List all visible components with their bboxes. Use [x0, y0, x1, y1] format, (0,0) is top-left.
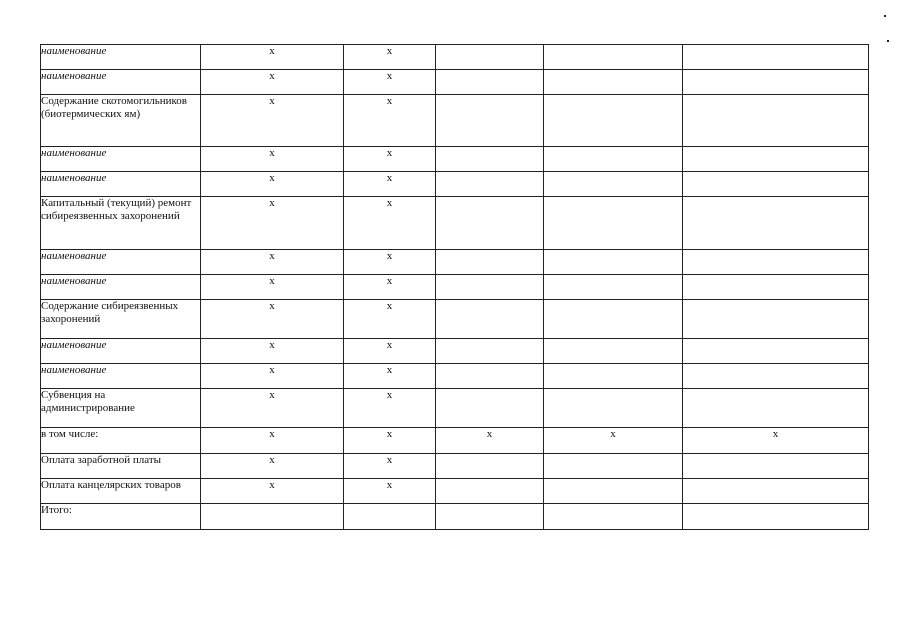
- value-cell: x: [344, 389, 436, 428]
- row-label: наименование: [41, 172, 107, 184]
- value-cell: x: [201, 172, 344, 197]
- value-cell: x: [436, 428, 544, 454]
- value-cell: [436, 95, 544, 147]
- value-cell: x: [201, 45, 344, 70]
- value-cell: x: [344, 45, 436, 70]
- value-cell: x: [344, 339, 436, 364]
- table-row: [41, 45, 869, 70]
- row-label-cell: [41, 300, 201, 339]
- row-label: в том числе:: [41, 428, 99, 440]
- value-cell: [436, 479, 544, 504]
- value-cell: x: [344, 454, 436, 479]
- table-body: [41, 45, 869, 530]
- row-label: наименование: [41, 339, 107, 351]
- table-row: [41, 275, 869, 300]
- value-cell: [544, 300, 683, 339]
- value-cell: [544, 504, 683, 530]
- row-label: наименование: [41, 275, 107, 287]
- value-cell: [344, 504, 436, 530]
- value-cell: x: [201, 454, 344, 479]
- row-label-cell: [41, 45, 201, 70]
- value-cell: x: [344, 95, 436, 147]
- value-cell: [436, 454, 544, 479]
- value-cell: [683, 454, 869, 479]
- value-cell: x: [344, 428, 436, 454]
- value-cell: [436, 172, 544, 197]
- budget-table: [40, 44, 869, 530]
- row-label-cell: [41, 147, 201, 172]
- value-cell: x: [344, 250, 436, 275]
- row-label: Оплата канцелярских товаров: [41, 479, 181, 491]
- value-cell: [683, 479, 869, 504]
- row-label: наименование: [41, 364, 107, 376]
- value-cell: [544, 147, 683, 172]
- value-cell: x: [344, 197, 436, 250]
- table-row: [41, 70, 869, 95]
- value-cell: [436, 364, 544, 389]
- value-cell: [683, 389, 869, 428]
- row-label: Оплата заработной платы: [41, 454, 162, 466]
- value-cell: [544, 275, 683, 300]
- row-label: наименование: [41, 250, 107, 262]
- value-cell: [201, 504, 344, 530]
- row-label-cell: [41, 364, 201, 389]
- value-cell: x: [544, 428, 683, 454]
- value-cell: [683, 250, 869, 275]
- row-label: Итого:: [41, 504, 72, 516]
- row-label-cell: [41, 389, 201, 428]
- scan-mark: [884, 15, 886, 17]
- value-cell: x: [201, 389, 344, 428]
- value-cell: [683, 339, 869, 364]
- row-label: Содержание скотомогильников (биотермических ям): [41, 95, 187, 120]
- value-cell: [436, 339, 544, 364]
- value-cell: [436, 275, 544, 300]
- value-cell: [683, 275, 869, 300]
- table-row: [41, 197, 869, 250]
- value-cell: [436, 197, 544, 250]
- table-row: [41, 364, 869, 389]
- value-cell: [544, 479, 683, 504]
- value-cell: [544, 364, 683, 389]
- value-cell: x: [201, 300, 344, 339]
- table-row: [41, 504, 869, 530]
- table-row: [41, 428, 869, 454]
- table-row: [41, 300, 869, 339]
- value-cell: x: [344, 172, 436, 197]
- value-cell: [544, 45, 683, 70]
- row-label-cell: [41, 70, 201, 95]
- value-cell: [544, 250, 683, 275]
- value-cell: [544, 389, 683, 428]
- row-label-cell: [41, 454, 201, 479]
- row-label-cell: [41, 339, 201, 364]
- value-cell: [683, 364, 869, 389]
- value-cell: [436, 70, 544, 95]
- row-label: Субвенция на администрирование: [41, 389, 135, 414]
- row-label-cell: [41, 197, 201, 250]
- row-label: Содержание сибиреязвенных захоронений: [41, 300, 179, 325]
- value-cell: [544, 70, 683, 95]
- row-label-cell: [41, 479, 201, 504]
- value-cell: x: [201, 428, 344, 454]
- row-label-cell: [41, 250, 201, 275]
- value-cell: x: [201, 250, 344, 275]
- value-cell: [436, 504, 544, 530]
- value-cell: x: [201, 147, 344, 172]
- value-cell: x: [344, 70, 436, 95]
- value-cell: [683, 197, 869, 250]
- value-cell: [544, 172, 683, 197]
- table-row: [41, 454, 869, 479]
- value-cell: x: [344, 300, 436, 339]
- value-cell: [544, 197, 683, 250]
- table-row: [41, 95, 869, 147]
- value-cell: x: [683, 428, 869, 454]
- value-cell: [436, 389, 544, 428]
- row-label: наименование: [41, 45, 107, 57]
- value-cell: [683, 95, 869, 147]
- value-cell: x: [201, 364, 344, 389]
- value-cell: x: [344, 275, 436, 300]
- value-cell: [683, 70, 869, 95]
- value-cell: [436, 300, 544, 339]
- row-label-cell: [41, 95, 201, 147]
- value-cell: [683, 172, 869, 197]
- value-cell: x: [344, 479, 436, 504]
- row-label: наименование: [41, 70, 107, 82]
- value-cell: x: [201, 275, 344, 300]
- row-label-cell: [41, 428, 201, 454]
- value-cell: x: [344, 147, 436, 172]
- value-cell: [683, 147, 869, 172]
- value-cell: x: [344, 364, 436, 389]
- value-cell: [683, 45, 869, 70]
- table-row: [41, 389, 869, 428]
- table-row: [41, 339, 869, 364]
- row-label-cell: [41, 504, 201, 530]
- row-label: Капитальный (текущий) ремонт сибиреязвенных захоронений: [41, 197, 192, 222]
- row-label: наименование: [41, 147, 107, 159]
- table-row: [41, 250, 869, 275]
- value-cell: [544, 339, 683, 364]
- row-label-cell: [41, 172, 201, 197]
- value-cell: [544, 454, 683, 479]
- value-cell: [544, 95, 683, 147]
- table-row: [41, 172, 869, 197]
- value-cell: [436, 147, 544, 172]
- value-cell: x: [201, 339, 344, 364]
- table-row: [41, 147, 869, 172]
- value-cell: [436, 45, 544, 70]
- value-cell: [683, 504, 869, 530]
- value-cell: x: [201, 95, 344, 147]
- scan-mark: [887, 40, 889, 42]
- value-cell: x: [201, 479, 344, 504]
- value-cell: x: [201, 197, 344, 250]
- value-cell: [436, 250, 544, 275]
- table-row: [41, 479, 869, 504]
- value-cell: x: [201, 70, 344, 95]
- row-label-cell: [41, 275, 201, 300]
- value-cell: [683, 300, 869, 339]
